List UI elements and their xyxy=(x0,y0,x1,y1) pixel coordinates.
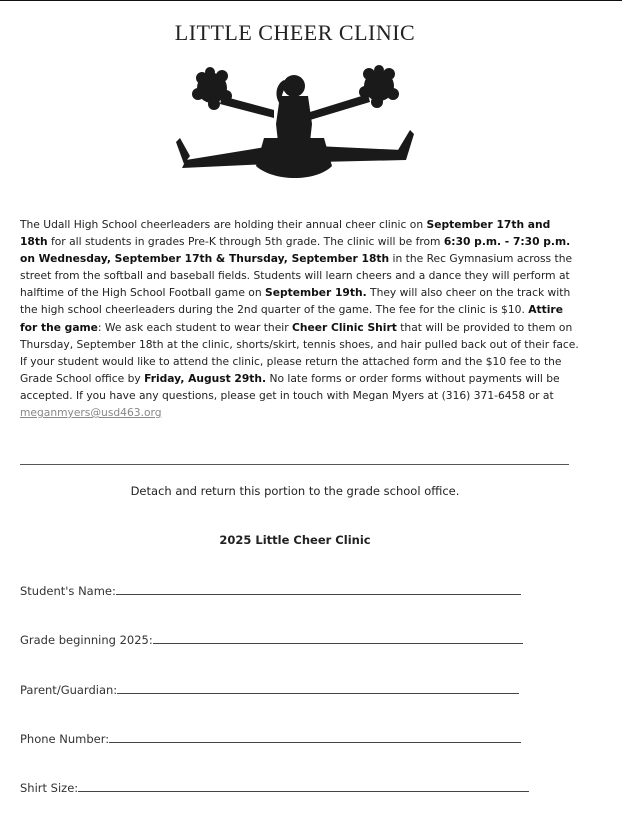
intro-text: in the Rec Gymnasium across the street from the softball and baseball fields. Students will learn cheers and a dance they will perform at halftime of the High School Football game on xyxy=(20,252,573,300)
clinic-time: 6:30 p.m. - 7:30 p.m. on Wednesday, September 17th & Thursday, September 18th xyxy=(20,235,571,266)
top-rule xyxy=(0,0,622,1)
intro-paragraph xyxy=(20,216,580,353)
page-title: LITTLE CHEER CLINIC xyxy=(174,20,416,45)
email-link[interactable]: meganmyers@usd463.org xyxy=(20,406,162,420)
phone-number-line[interactable] xyxy=(109,730,521,743)
detach-line xyxy=(20,464,569,465)
grade-line[interactable] xyxy=(153,631,523,644)
phone-number-field[interactable] xyxy=(20,730,521,746)
shirt-size-label: Shirt Size: xyxy=(20,781,79,795)
shirt-size-field[interactable] xyxy=(20,779,529,795)
intro-text: The Udall High School cheerleaders are holding their annual cheer clinic on xyxy=(20,218,427,231)
attire-heading: Attire for the game xyxy=(20,303,563,334)
return-text: No late forms or order forms without payments will be accepted. If you have any questions, please get in touch with Megan Myers at (316) 371-6458 or at xyxy=(20,371,560,402)
game-date: September 19th. xyxy=(265,286,367,300)
return-text: If your student would like to attend the clinic, please return the attached form and the $10 fee to the Grade School office by xyxy=(20,354,562,385)
intro-text: for all students in grades Pre-K through 5th grade. The clinic will be from xyxy=(47,235,444,249)
intro-text: that will be provided to them on Thursday, September 18th at the clinic, shorts/skirt, tennis shoes, and hair pulled back out of their face. xyxy=(20,320,579,351)
detach-instruction: Detach and return this portion to the grade school office. xyxy=(130,484,460,498)
parent-guardian-line[interactable] xyxy=(117,681,519,694)
intro-text: They will also cheer on the track with the high school cheerleaders during the 2nd quarter of the game. The fee for the clinic is $10. xyxy=(20,286,571,317)
intro-text: : We ask each student to wear their xyxy=(97,320,293,334)
grade-label: Grade beginning 2025: xyxy=(20,633,153,647)
shirt-size-line[interactable] xyxy=(78,779,529,792)
cheerleader-silhouette-icon xyxy=(176,64,416,188)
student-name-field[interactable] xyxy=(20,582,521,598)
phone-number-label: Phone Number: xyxy=(20,732,110,746)
clinic-description xyxy=(20,216,580,421)
clinic-dates: September 17th and 18th xyxy=(20,218,551,249)
deadline-date: Friday, August 29th. xyxy=(144,371,267,385)
parent-guardian-label: Parent/Guardian: xyxy=(20,683,118,697)
shirt-name: Cheer Clinic Shirt xyxy=(292,320,397,334)
form-title: 2025 Little Cheer Clinic xyxy=(219,533,371,547)
student-name-label: Student's Name: xyxy=(20,584,116,598)
parent-guardian-field[interactable] xyxy=(20,681,519,697)
student-name-line[interactable] xyxy=(116,582,521,595)
return-paragraph xyxy=(20,353,580,421)
grade-field[interactable] xyxy=(20,631,523,647)
